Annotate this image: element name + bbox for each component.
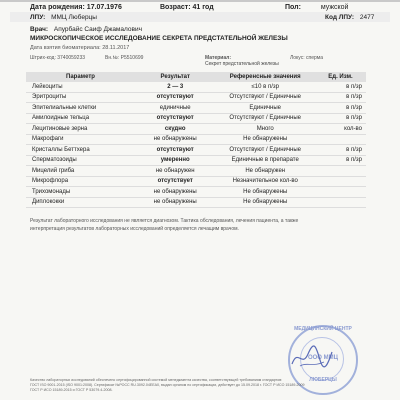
table-row	[26, 145, 366, 156]
result-cell: не обнаружены	[135, 187, 215, 198]
result-cell: скудно	[135, 124, 215, 135]
lpu-label: ЛПУ:	[30, 14, 46, 21]
reference-cell: Не обнаружены	[215, 134, 315, 145]
reference-cell: Отсутствуют / Единичные	[215, 145, 315, 156]
param-cell: Лейкоциты	[26, 82, 135, 92]
unit-cell: в п/зр	[315, 113, 366, 124]
param-cell: Лецитиновые зерна	[26, 124, 135, 135]
report-title: МИКРОСКОПИЧЕСКОЕ ИССЛЕДОВАНИЕ СЕКРЕТА ПРЕДСТАТЕЛЬНОЙ ЖЕЛЕЗЫ	[30, 35, 288, 42]
lpu-value: ММЦ Люберцы	[51, 14, 97, 21]
signature	[290, 342, 334, 370]
reference-cell: Незначительное кол-во	[215, 176, 315, 187]
material-value: Секрет предстательной железы	[205, 61, 279, 67]
param-cell: Эпителиальные клетки	[26, 103, 135, 114]
reference-cell: Отсутствуют / Единичные	[215, 92, 315, 103]
unit-cell: в п/зр	[315, 145, 366, 156]
doctor-name: Апурбайс Саиф Джамалович	[53, 26, 142, 33]
sex-label: Пол:	[285, 4, 301, 11]
sample-meta	[30, 55, 390, 71]
param-cell: Микрофлора	[26, 176, 135, 187]
unit-cell: в п/зр	[315, 155, 366, 166]
unit-cell: в п/зр	[315, 92, 366, 103]
table-row	[26, 176, 366, 187]
table-row	[26, 92, 366, 103]
result-cell: 2 — 3	[135, 82, 215, 92]
param-cell: Эритроциты	[26, 92, 135, 103]
unit-cell	[315, 187, 366, 198]
table-row	[26, 124, 366, 135]
results-table	[26, 72, 366, 208]
result-cell: не обнаружен	[135, 166, 215, 177]
table-row	[26, 134, 366, 145]
unit-cell: в п/зр	[315, 82, 366, 92]
unit-cell	[315, 176, 366, 187]
result-cell: отсутствуют	[135, 92, 215, 103]
result-cell: умеренно	[135, 155, 215, 166]
stamp-bottom-text: ЛЮБЕРЦЫ	[309, 377, 337, 383]
table-row	[26, 197, 366, 208]
internal-number: Вн.№: P5510699	[105, 55, 144, 61]
unit-cell	[315, 197, 366, 208]
col-reference: Референсные значения	[215, 72, 315, 82]
lpu	[30, 14, 97, 21]
col-result: Результат	[135, 72, 215, 82]
footer-line-3: ГОСТ Р ИСО 15189-2015 и ГОСТ Р 53079.4-2008.	[30, 388, 113, 392]
unit-cell: кол-во	[315, 124, 366, 135]
table-row	[26, 82, 366, 92]
material-label: Материал:	[205, 55, 231, 61]
birth-date: Дата рождения: 17.07.1976	[30, 4, 122, 11]
table-header-row	[26, 72, 366, 82]
footer-line-2: ГОСТ ISO 9001-2015 (ISO 9001:2008). Сертификат №РОСС RU.3092.04ЕЕА0, выдан органом по сертификации, действует до 15.09.2018 г. ГОСТ Р ИСО 15189-2009	[30, 383, 305, 387]
lpu-code-value: 2477	[359, 14, 375, 21]
reference-cell: Единичные в препарате	[215, 155, 315, 166]
table-row	[26, 166, 366, 177]
param-cell: Мицелий гриба	[26, 166, 135, 177]
param-cell: Макрофаги	[26, 134, 135, 145]
param-cell: Кристаллы Беттхера	[26, 145, 135, 156]
col-unit: Ед. Изм.	[315, 72, 366, 82]
param-cell: Диплококки	[26, 197, 135, 208]
locus: Локус: сперма	[290, 55, 324, 61]
reference-cell: Отсутствуют / Единичные	[215, 113, 315, 124]
sample-date: Дата взятия биоматериала: 28.11.2017	[30, 45, 130, 51]
reference-cell: Единичные	[215, 103, 315, 114]
lpu-row	[10, 12, 390, 22]
col-parameter: Параметр	[26, 72, 135, 82]
reference-cell: ≤10 в п/зр	[215, 82, 315, 92]
unit-cell	[315, 134, 366, 145]
param-cell: Амилоидные тельца	[26, 113, 135, 124]
table-row	[26, 113, 366, 124]
certification-footer	[30, 378, 375, 393]
reference-cell: Не обнаружен	[215, 166, 315, 177]
result-cell: отсутствует	[135, 176, 215, 187]
stamp-top-text: МЕДИЦИНСКИЙ ЦЕНТР	[294, 326, 352, 332]
disclaimer-line-1: Результат лабораторного исследования не является диагнозом. Тактика обследования, лечения пациента, а также	[30, 218, 299, 224]
lpu-code	[325, 14, 374, 21]
result-cell: отсутствуют	[135, 145, 215, 156]
stamp-center-text: ООО ММЦ	[307, 355, 339, 361]
unit-cell: в п/зр	[315, 103, 366, 114]
patient-info-row	[10, 2, 390, 12]
reference-cell: Не обнаружены	[215, 187, 315, 198]
barcode: Штрих-код: 3740059233	[30, 55, 86, 61]
disclaimer-line-2: интерпретация результатов лабораторных исследований определяется лечащим врачом.	[30, 226, 239, 232]
sex-value: мужской	[320, 4, 349, 11]
result-cell: не обнаружены	[135, 134, 215, 145]
doctor-label: Врач:	[30, 26, 49, 33]
param-cell: Сперматозоиды	[26, 155, 135, 166]
result-cell: единичные	[135, 103, 215, 114]
result-cell: не обнаружены	[135, 197, 215, 208]
table-row	[26, 187, 366, 198]
lpu-code-label: Код ЛПУ:	[325, 14, 355, 21]
result-cell: отсутствуют	[135, 113, 215, 124]
unit-cell	[315, 166, 366, 177]
table-row	[26, 103, 366, 114]
patient-age: Возраст: 41 год	[160, 4, 214, 11]
reference-cell: Много	[215, 124, 315, 135]
doctor-line	[30, 26, 142, 33]
footer-line-1: Качество лабораторных исследований обеспечено сертифицированной системой менеджмента качества, соответствующей требованиям стандартов:	[30, 378, 283, 382]
patient-sex	[285, 4, 348, 11]
table-row	[26, 155, 366, 166]
reference-cell: Не обнаружены	[215, 197, 315, 208]
param-cell: Трихомонады	[26, 187, 135, 198]
